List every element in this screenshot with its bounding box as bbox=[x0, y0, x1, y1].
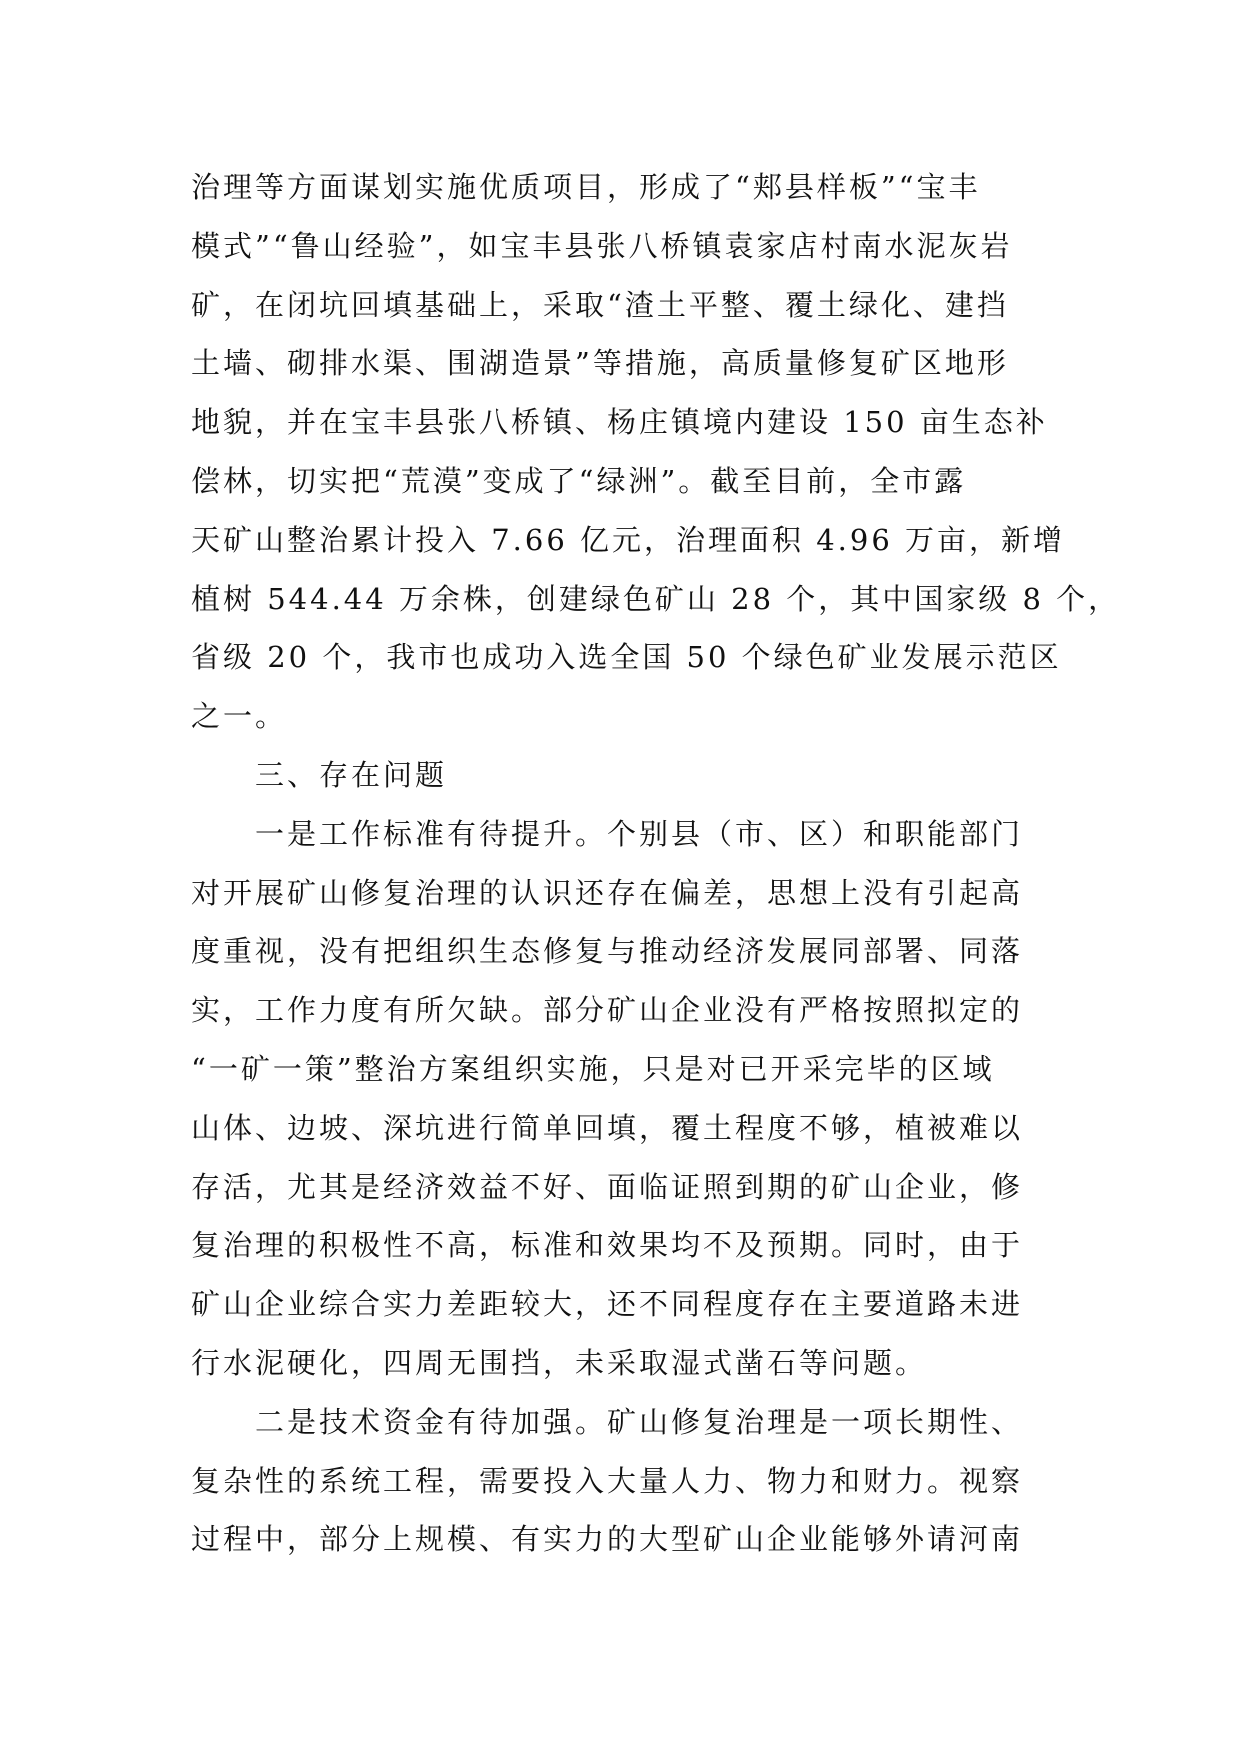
text-line: 植树 544.44 万余株，创建绿色矿山 28 个，其中国家级 8 个， bbox=[191, 581, 1121, 616]
text-line: 省级 20 个，我市也成功入选全国 50 个绿色矿业发展示范区 bbox=[191, 640, 1062, 675]
text-line: 行水泥硬化，四周无围挡，未采取湿式凿石等问题。 bbox=[191, 1345, 928, 1380]
text-line: 存活，尤其是经济效益不好、面临证照到期的矿山企业，修 bbox=[191, 1169, 1024, 1204]
text-line: 二是技术资金有待加强。矿山修复治理是一项长期性、 bbox=[191, 1404, 1024, 1439]
text-line: 地貌，并在宝丰县张八桥镇、杨庄镇境内建设 150 亩生态补 bbox=[191, 405, 1048, 440]
text-line: 一是工作标准有待提升。个别县（市、区）和职能部门 bbox=[191, 816, 1024, 851]
section-heading: 三、存在问题 bbox=[191, 757, 448, 792]
text-line: 土墙、砌排水渠、围湖造景”等措施，高质量修复矿区地形 bbox=[191, 346, 1009, 381]
text-line: 对开展矿山修复治理的认识还存在偏差，思想上没有引起高 bbox=[191, 875, 1024, 910]
body-text bbox=[191, 158, 1121, 1569]
text-line: 矿，在闭坑回填基础上，采取“渣土平整、覆土绿化、建挡 bbox=[191, 287, 1009, 322]
text-line: 实，工作力度有所欠缺。部分矿山企业没有严格按照拟定的 bbox=[191, 993, 1024, 1028]
text-line: 过程中，部分上规模、有实力的大型矿山企业能够外请河南 bbox=[191, 1522, 1024, 1557]
text-line: 偿林，切实把“荒漠”变成了“绿洲”。截至目前，全市露 bbox=[191, 463, 967, 498]
text-line: 模式”“鲁山经验”，如宝丰县张八桥镇袁家店村南水泥灰岩 bbox=[191, 228, 1013, 263]
text-line: 复治理的积极性不高，标准和效果均不及预期。同时，由于 bbox=[191, 1228, 1024, 1263]
text-line: 度重视，没有把组织生态修复与推动经济发展同部署、同落 bbox=[191, 934, 1024, 969]
text-line: 矿山企业综合实力差距较大，还不同程度存在主要道路未进 bbox=[191, 1287, 1024, 1322]
text-line: 治理等方面谋划实施优质项目，形成了“郏县样板”“宝丰 bbox=[191, 170, 981, 204]
text-line: “一矿一策”整治方案组织实施，只是对已开采完毕的区域 bbox=[191, 1051, 995, 1086]
text-line: 山体、边坡、深坑进行简单回填，覆土程度不够，植被难以 bbox=[191, 1110, 1024, 1145]
text-line: 之一。 bbox=[191, 699, 288, 734]
text-line: 复杂性的系统工程，需要投入大量人力、物力和财力。视察 bbox=[191, 1463, 1024, 1498]
text-line: 天矿山整治累计投入 7.66 亿元，治理面积 4.96 万亩，新增 bbox=[191, 522, 1066, 557]
